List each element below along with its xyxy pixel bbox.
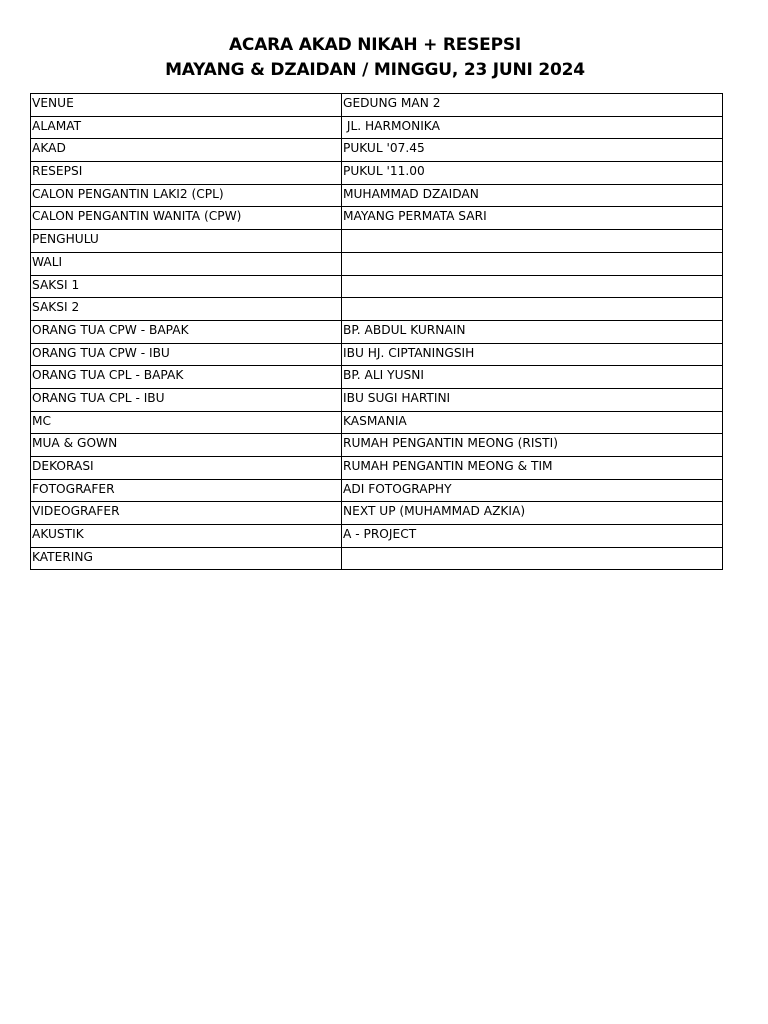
table-row <box>31 502 723 525</box>
row-value: BP. ALI YUSNI <box>342 366 723 389</box>
row-label: SAKSI 1 <box>31 275 342 298</box>
row-value: BP. ABDUL KURNAIN <box>342 320 723 343</box>
row-label: RESEPSI <box>31 162 342 185</box>
table-row <box>31 366 723 389</box>
row-value: MUHAMMAD DZAIDAN <box>342 184 723 207</box>
row-label: MC <box>31 411 342 434</box>
row-label: CALON PENGANTIN WANITA (CPW) <box>31 207 342 230</box>
row-label: ORANG TUA CPL - BAPAK <box>31 366 342 389</box>
row-value: ADI FOTOGRAPHY <box>342 479 723 502</box>
row-value: IBU SUGI HARTINI <box>342 388 723 411</box>
table-row <box>31 252 723 275</box>
table-row <box>31 411 723 434</box>
row-label: ORANG TUA CPW - BAPAK <box>31 320 342 343</box>
row-label: VENUE <box>31 94 342 117</box>
table-row <box>31 207 723 230</box>
event-details-body <box>31 94 723 570</box>
table-row <box>31 116 723 139</box>
row-value: RUMAH PENGANTIN MEONG & TIM <box>342 457 723 480</box>
row-value: IBU HJ. CIPTANINGSIH <box>342 343 723 366</box>
table-row <box>31 525 723 548</box>
row-value: RUMAH PENGANTIN MEONG (RISTI) <box>342 434 723 457</box>
table-row <box>31 320 723 343</box>
row-label: CALON PENGANTIN LAKI2 (CPL) <box>31 184 342 207</box>
row-label: SAKSI 2 <box>31 298 342 321</box>
table-row <box>31 139 723 162</box>
row-label: ORANG TUA CPW - IBU <box>31 343 342 366</box>
table-row <box>31 230 723 253</box>
row-value: PUKUL '07.45 <box>342 139 723 162</box>
row-value: NEXT UP (MUHAMMAD AZKIA) <box>342 502 723 525</box>
row-label: MUA & GOWN <box>31 434 342 457</box>
row-value: JL. HARMONIKA <box>342 116 723 139</box>
table-row <box>31 184 723 207</box>
row-value <box>342 547 723 570</box>
table-row <box>31 434 723 457</box>
row-label: FOTOGRAFER <box>31 479 342 502</box>
table-row <box>31 298 723 321</box>
row-label: ORANG TUA CPL - IBU <box>31 388 342 411</box>
table-row <box>31 388 723 411</box>
row-label: VIDEOGRAFER <box>31 502 342 525</box>
row-value: MAYANG PERMATA SARI <box>342 207 723 230</box>
row-label: ALAMAT <box>31 116 342 139</box>
title-line-1: ACARA AKAD NIKAH + RESEPSI <box>228 35 522 55</box>
row-label: DEKORASI <box>31 457 342 480</box>
row-value <box>342 298 723 321</box>
row-label: WALI <box>31 252 342 275</box>
table-row <box>31 479 723 502</box>
table-row <box>31 94 723 117</box>
title-line-2: MAYANG & DZAIDAN / MINGGU, 23 JUNI 2024 <box>165 60 585 80</box>
table-row <box>31 343 723 366</box>
row-value <box>342 230 723 253</box>
row-label: AKAD <box>31 139 342 162</box>
table-row <box>31 547 723 570</box>
event-details-table <box>30 93 723 570</box>
table-row <box>31 457 723 480</box>
table-row <box>31 162 723 185</box>
row-value <box>342 252 723 275</box>
row-value: GEDUNG MAN 2 <box>342 94 723 117</box>
row-value: PUKUL '11.00 <box>342 162 723 185</box>
document-title <box>0 33 750 83</box>
row-label: PENGHULU <box>31 230 342 253</box>
row-label: KATERING <box>31 547 342 570</box>
table-row <box>31 275 723 298</box>
row-value: A - PROJECT <box>342 525 723 548</box>
row-value <box>342 275 723 298</box>
row-label: AKUSTIK <box>31 525 342 548</box>
row-value: KASMANIA <box>342 411 723 434</box>
